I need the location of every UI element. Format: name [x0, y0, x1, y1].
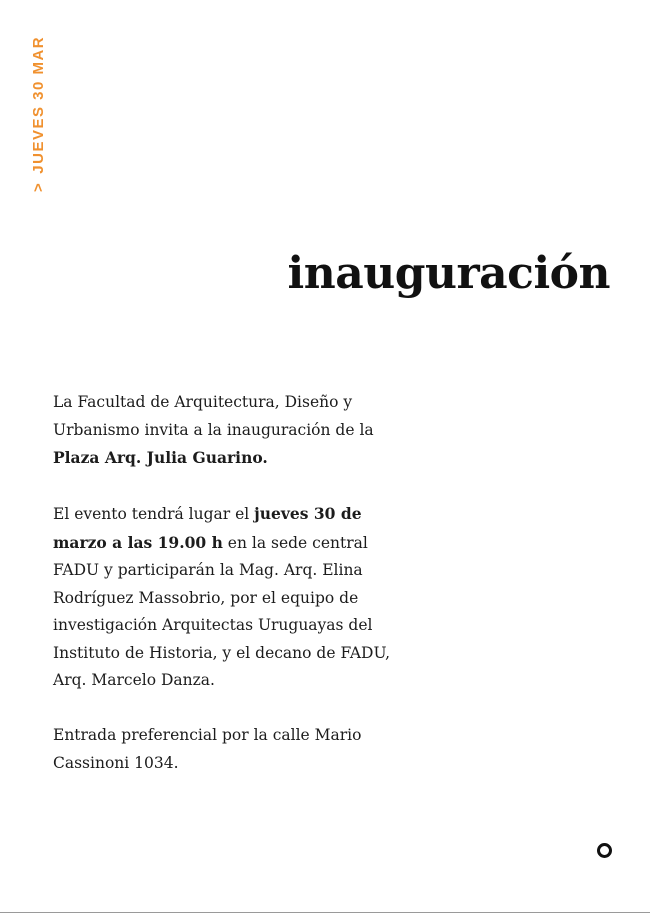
event-text-end: en la sede central FADU y participarán la Mag. Arq. Elina Rodríguez Massobrio, por el equipo de investigación Arquitectas Uruguayas del Instituto de Historia, y el decano de FADU, Arq. Marcelo Danza.: [53, 533, 391, 689]
intro-text: La Facultad de Arquitectura, Diseño y Urbanismo invita a la inauguración de la: [53, 393, 374, 439]
event-paragraph: [53, 500, 413, 695]
date-tag-label: JUEVES 30 MAR: [30, 35, 47, 174]
chevron-right-icon: >: [30, 181, 47, 192]
bottom-divider: [0, 912, 650, 913]
plaza-name: Plaza Arq. Julia Guarino.: [53, 448, 268, 467]
event-datetime: jueves 30 de marzo a las 19.00 h: [53, 504, 362, 552]
body-text: [53, 389, 413, 805]
date-tag-text: [29, 36, 49, 192]
ring-icon: [597, 843, 612, 858]
date-tag: [29, 32, 49, 192]
intro-paragraph: [53, 389, 413, 473]
page-title: inauguración: [287, 248, 610, 299]
entrance-paragraph: Entrada preferencial por la calle Mario Cassinoni 1034.: [53, 726, 362, 772]
event-text-start: El evento tendrá lugar el: [53, 505, 250, 523]
